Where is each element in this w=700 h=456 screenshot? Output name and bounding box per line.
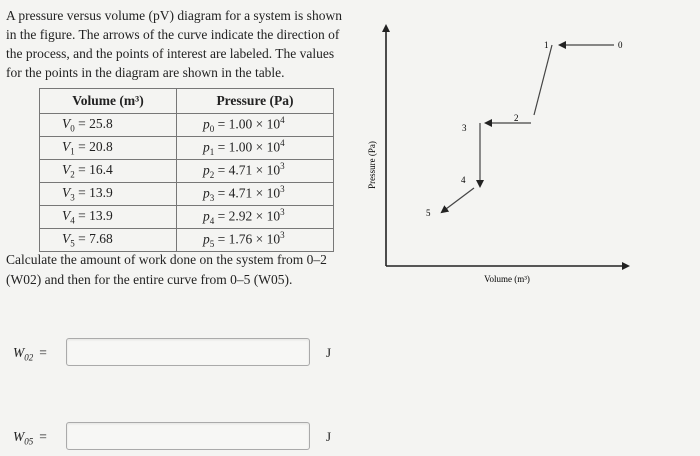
volume-cell: $V_3 = 13.9$ [40,183,177,206]
point-label-4: 4 [461,175,466,185]
table-row [40,183,334,206]
w02-input[interactable] [66,338,310,366]
point-label-1: 1 [544,40,549,50]
pressure-cell: $p_5 = 1.76 \times 10^3$ [177,229,334,252]
problem-intro: A pressure versus volume (pV) diagram for a system is shown in the figure. The arrows of the curve indicate the direction of the process, and the points of interest are labeled. The values for the points in the diagram are shown in the table. [6,8,342,80]
answer-row-w02 [0,338,360,370]
volume-cell: $V_0 = 25.8$ [40,114,177,137]
point-label-2: 2 [514,113,519,123]
w05-unit: J [326,429,332,444]
pressure-cell: $p_2 = 4.71 \times 10^3$ [177,160,334,183]
volume-cell: $V_4 = 13.9$ [40,206,177,229]
w02-label: $W_{02}$ = [13,345,47,363]
pressure-cell: $p_0 = 1.00 \times 10^4$ [177,114,334,137]
point-label-3: 3 [462,123,467,133]
pressure-cell: $p_1 = 1.00 \times 10^4$ [177,137,334,160]
table-row [40,160,334,183]
segment-1-2 [534,45,552,115]
volume-cell: $V_2 = 16.4$ [40,160,177,183]
answer-row-w05 [0,422,360,454]
pressure-cell: $p_4 = 2.92 \times 10^3$ [177,206,334,229]
volume-cell: $V_5 = 7.68$ [40,229,177,252]
segment-4-5 [442,188,474,212]
question-text: Calculate the amount of work done on the system from 0–2 (W02) and then for the entire curve from 0–5 (W05). [6,252,327,287]
w05-input[interactable] [66,422,310,450]
pressure-cell: $p_3 = 4.71 \times 10^3$ [177,183,334,206]
y-axis-label: Pressure (Pa) [367,141,377,189]
table-header-row [40,89,334,114]
table-row [40,229,334,252]
w05-label: $W_{05}$ = [13,429,47,447]
table-row [40,114,334,137]
point-label-0: 0 [618,40,623,50]
point-label-5: 5 [426,208,431,218]
table-row [40,137,334,160]
w02-unit: J [326,345,332,360]
volume-header: Volume (m³) [40,89,177,114]
pv-values-table [39,88,334,252]
table-row [40,206,334,229]
pv-diagram [356,20,646,290]
x-axis-label: Volume (m³) [484,274,530,284]
pressure-header: Pressure (Pa) [177,89,334,114]
volume-cell: $V_1 = 20.8$ [40,137,177,160]
